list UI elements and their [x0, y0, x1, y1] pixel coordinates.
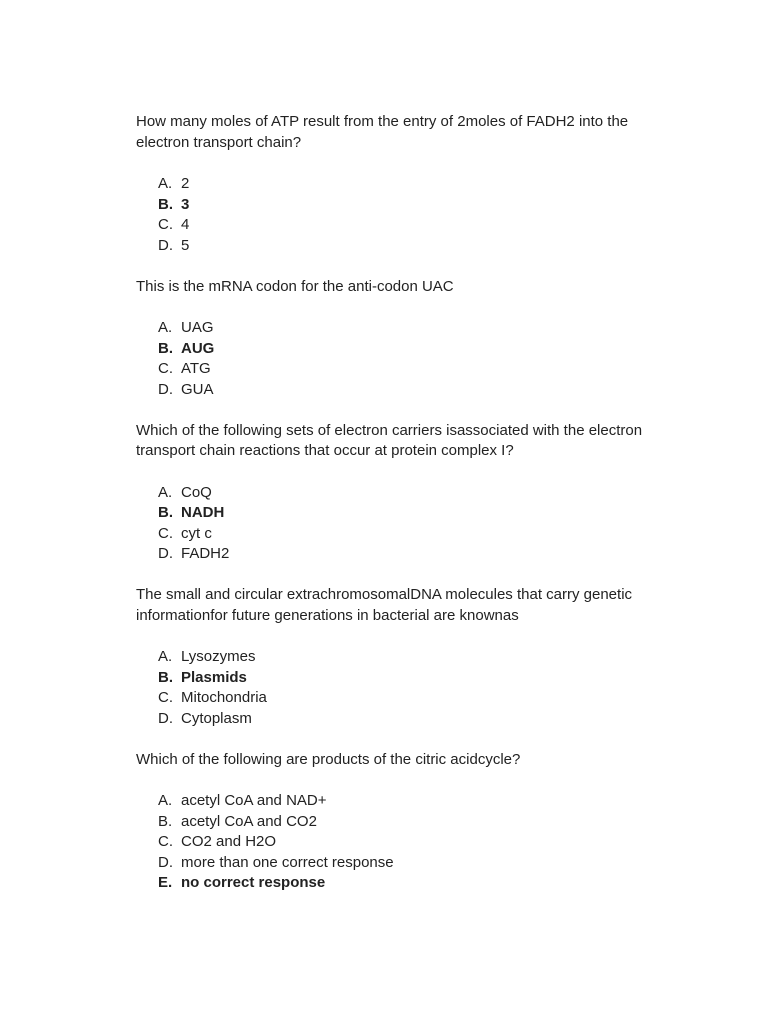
option-d — [158, 544, 656, 565]
option-letter: C. — [158, 689, 173, 706]
option-d — [158, 709, 656, 730]
option-text: 4 — [181, 216, 190, 233]
option-text: acetyl CoA and CO2 — [181, 812, 317, 830]
option-letter: B. — [158, 339, 173, 357]
option-letter: A. — [158, 483, 173, 501]
option-letter: D. — [158, 853, 173, 871]
answer-options — [158, 174, 656, 256]
option-letter: A. — [158, 319, 173, 336]
option-letter: D. — [158, 380, 173, 398]
option-text: UAG — [181, 319, 214, 336]
option-letter: B. — [158, 195, 173, 213]
option-c — [158, 359, 656, 380]
option-letter: A. — [158, 175, 173, 192]
option-letter: E. — [158, 874, 173, 891]
answer-options — [158, 483, 656, 565]
option-letter: B. — [158, 504, 173, 521]
option-text: Mitochondria — [181, 689, 267, 706]
question-text: This is the mRNA codon for the anti-codon UAC — [136, 277, 454, 295]
option-a — [158, 483, 656, 504]
option-a — [158, 318, 656, 339]
option-a — [158, 174, 656, 195]
option-b-correct — [158, 668, 656, 689]
option-d — [158, 853, 656, 874]
option-text: Lysozymes — [181, 648, 256, 665]
question-text: How many moles of ATP result from the entry of 2moles of FADH2 into the electron transport chain? — [136, 113, 629, 151]
option-letter: B. — [158, 668, 173, 686]
option-text: no correct response — [181, 874, 326, 891]
option-text: FADH2 — [181, 545, 230, 562]
option-c — [158, 215, 656, 236]
option-c — [158, 524, 656, 545]
option-letter: C. — [158, 524, 173, 542]
option-c — [158, 688, 656, 709]
option-text: NADH — [181, 504, 225, 521]
option-a — [158, 791, 656, 812]
option-letter: D. — [158, 236, 173, 254]
option-d — [158, 236, 656, 257]
option-a — [158, 647, 656, 668]
option-b-correct — [158, 195, 656, 216]
option-e-correct — [158, 873, 656, 894]
option-text: CoQ — [181, 483, 212, 501]
option-text: CO2 and H2O — [181, 833, 277, 850]
option-text: acetyl CoA and NAD+ — [181, 792, 327, 809]
option-d — [158, 380, 656, 401]
option-letter: D. — [158, 709, 173, 727]
option-text: cyt c — [181, 524, 212, 542]
answer-options — [158, 647, 656, 729]
option-text: 2 — [181, 175, 190, 192]
question-2 — [136, 277, 656, 401]
question-3 — [136, 421, 656, 565]
option-text: Cytoplasm — [181, 709, 252, 727]
option-text: more than one correct response — [181, 853, 394, 871]
option-letter: D. — [158, 545, 173, 562]
answer-options — [158, 791, 656, 894]
option-letter: C. — [158, 833, 173, 850]
question-5 — [136, 750, 656, 894]
option-text: GUA — [181, 380, 214, 398]
option-letter: A. — [158, 648, 173, 665]
option-b-correct — [158, 503, 656, 524]
option-b-correct — [158, 339, 656, 360]
option-text: ATG — [181, 360, 211, 377]
question-4 — [136, 585, 656, 729]
option-b — [158, 812, 656, 833]
option-text: 5 — [181, 236, 190, 254]
option-letter: A. — [158, 792, 173, 809]
option-text: Plasmids — [181, 668, 247, 686]
question-text: Which of the following are products of the citric acidcycle? — [136, 750, 521, 768]
question-text: Which of the following sets of electron carriers isassociated with the electron transport chain reactions that occur at protein complex I? — [136, 421, 643, 459]
option-letter: C. — [158, 360, 173, 377]
question-1 — [136, 112, 656, 256]
option-text: AUG — [181, 339, 215, 357]
answer-options — [158, 318, 656, 400]
option-letter: C. — [158, 216, 173, 233]
option-text: 3 — [181, 195, 190, 213]
quiz-document — [136, 112, 656, 894]
option-letter: B. — [158, 812, 173, 830]
question-text: The small and circular extrachromosomalDNA molecules that carry genetic informationfor future generations in bacterial are knownas — [136, 586, 633, 624]
option-c — [158, 832, 656, 853]
